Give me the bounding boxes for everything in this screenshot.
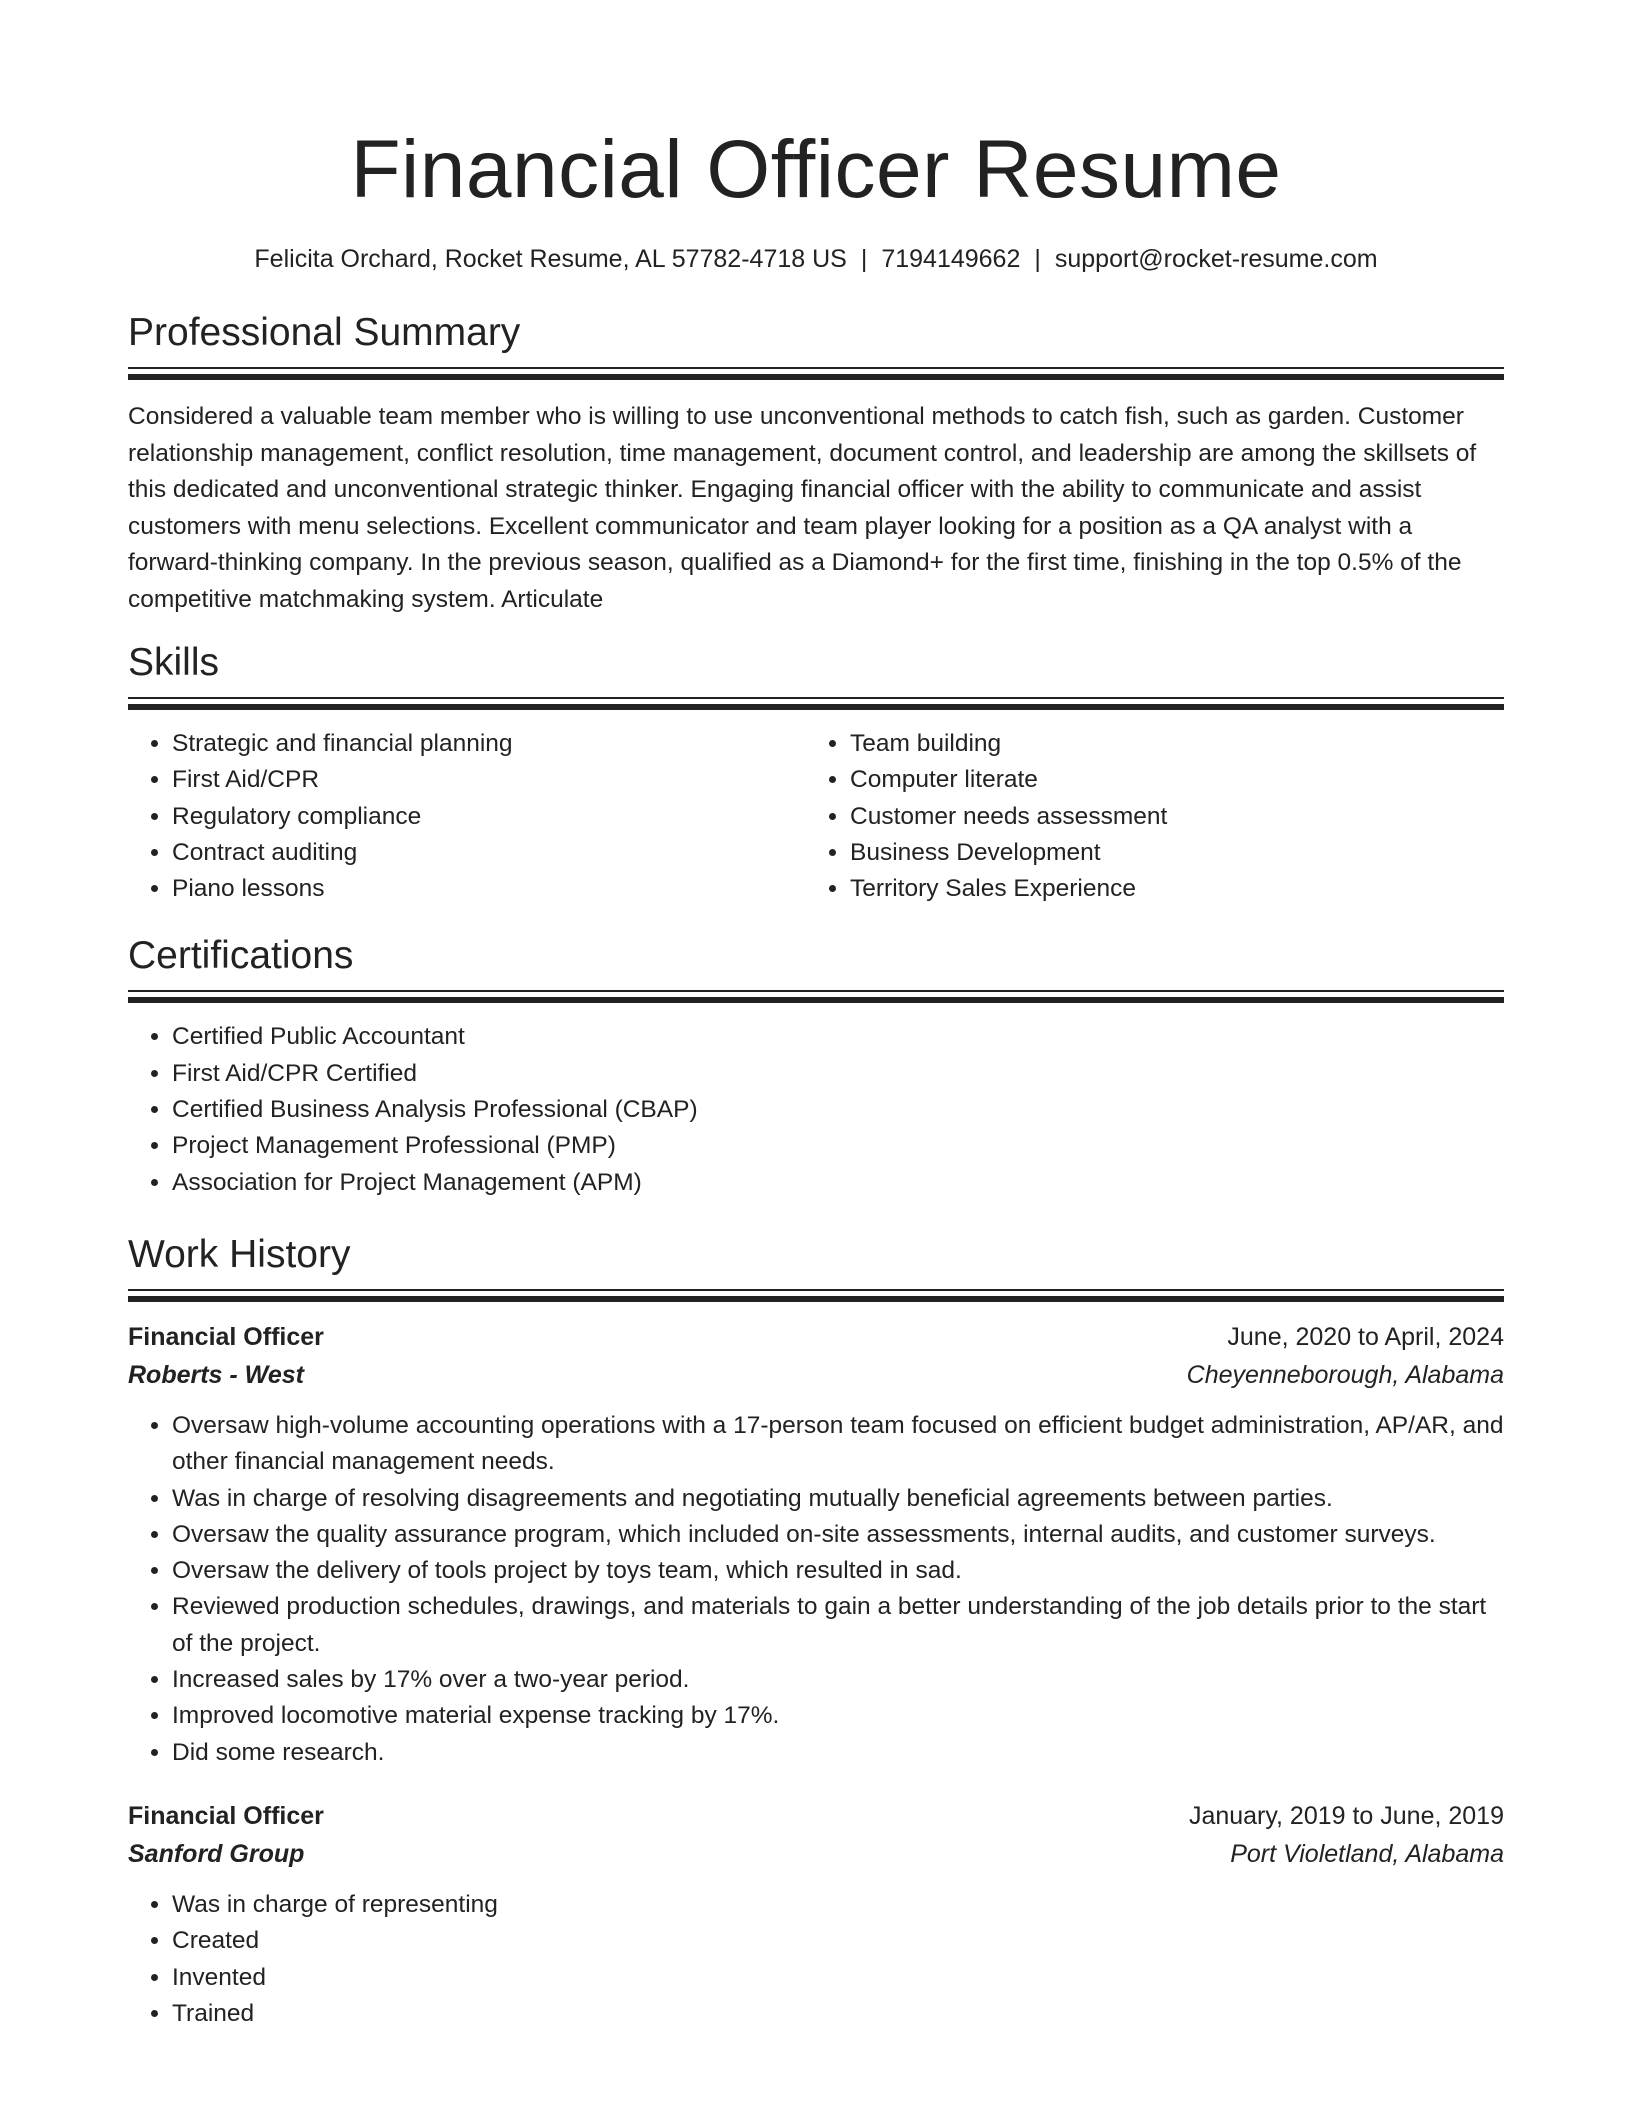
summary-section [128,309,1504,618]
skill-item: • Territory Sales Experience [850,871,1484,907]
job-location: Cheyenneborough, Alabama [1186,1360,1504,1389]
skills-heading: Skills [128,641,220,684]
section-divider [128,990,1504,1005]
section-divider [128,367,1504,382]
section-divider [128,1289,1504,1304]
job-company: Roberts - West [128,1360,304,1389]
job-subheader [128,1356,1504,1394]
skills-column-left [128,726,806,907]
job-company: Sanford Group [128,1839,305,1868]
skill-item: • Business Development [850,835,1484,871]
certifications-section [128,932,1504,1200]
job-header [128,1318,1504,1356]
resume-title: Financial Officer Resume [350,124,1282,215]
summary-text: Considered a valuable team member who is willing to use unconventional methods to catch fish, such as garden. Customer relationship management, conflict resolution, time management, document control, and leadership are among the skillsets of this dedicated and unconventional strategic thinker. Engaging financial officer with the ability to communicate and assist customers with menu selections. Excellent communicator and team player looking for a position as a QA analyst with a forward-thinking company. In the previous season, qualified as a Diamond+ for the first time, finishing in the top 0.5% of the competitive matchmaking system. Articulate [128,403,1477,613]
job-bullet: • Oversaw high-volume accounting operations with a 17-person team focused on efficient budget administration, AP/AR, and other financial management needs. [172,1408,1504,1481]
skill-item: • Regulatory compliance [172,799,806,835]
job-bullet: • Was in charge of resolving disagreements and negotiating mutually beneficial agreements between parties. [172,1481,1504,1517]
skills-list-right [806,726,1484,907]
contact-email: support@rocket-resume.com [1054,245,1378,273]
contact-address: Felicita Orchard, Rocket Resume, AL 57782-4718 US [254,245,847,273]
job-bullets [128,1887,1504,2032]
contact-separator: | [1034,245,1041,273]
contact-line [128,242,1504,276]
job-bullet: • Oversaw the quality assurance program, which included on-site assessments, internal audits, and customer surveys. [172,1517,1504,1553]
job-dates: January, 2019 to June, 2019 [1188,1801,1504,1830]
certification-item: • First Aid/CPR Certified [172,1056,1504,1092]
skill-item: • Customer needs assessment [850,799,1484,835]
skills-column-right [806,726,1484,907]
job-bullet: • Created [172,1923,1504,1959]
skills-list-left [128,726,806,907]
skills-columns [128,726,1504,907]
job-subheader [128,1835,1504,1873]
skill-item: • Computer literate [850,762,1484,798]
certifications-list [128,1019,1504,1200]
job-title: Financial Officer [128,1322,324,1351]
certification-item: • Association for Project Management (APM) [172,1165,1504,1201]
job-header [128,1797,1504,1835]
job-bullet: • Did some research. [172,1735,1504,1771]
section-divider [128,697,1504,712]
job-title: Financial Officer [128,1801,324,1830]
certifications-heading: Certifications [128,934,354,978]
certification-item: • Project Management Professional (PMP) [172,1128,1504,1164]
job-bullet: • Trained [172,1996,1504,2032]
job-dates: June, 2020 to April, 2024 [1227,1322,1504,1351]
certification-item: • Certified Public Accountant [172,1019,1504,1055]
work-history-section [128,1231,1504,2032]
job-bullet: • Increased sales by 17% over a two-year period. [172,1662,1504,1698]
skill-item: • Strategic and financial planning [172,726,806,762]
contact-phone: 7194149662 [881,245,1021,273]
skill-item: • Contract auditing [172,835,806,871]
job-bullet: • Oversaw the delivery of tools project by toys team, which resulted in sad. [172,1553,1504,1589]
summary-heading: Professional Summary [128,311,521,354]
job-entry [128,1318,1504,1771]
resume-page [128,0,1504,2032]
skill-item: • First Aid/CPR [172,762,806,798]
job-entry [128,1797,1504,2032]
job-location: Port Violetland, Alabama [1230,1839,1504,1868]
job-bullet: • Invented [172,1960,1504,1996]
job-bullet: • Improved locomotive material expense tracking by 17%. [172,1698,1504,1734]
job-bullet: • Reviewed production schedules, drawings, and materials to gain a better understanding of the job details prior to the start of the project. [172,1589,1504,1662]
work-history-heading: Work History [128,1232,351,1276]
job-bullet: • Was in charge of representing [172,1887,1504,1923]
job-bullets [128,1408,1504,1771]
skill-item: • Team building [850,726,1484,762]
certification-item: • Certified Business Analysis Professional (CBAP) [172,1092,1504,1128]
contact-separator: | [860,245,868,273]
skills-section [128,639,1504,907]
skill-item: • Piano lessons [172,871,806,907]
